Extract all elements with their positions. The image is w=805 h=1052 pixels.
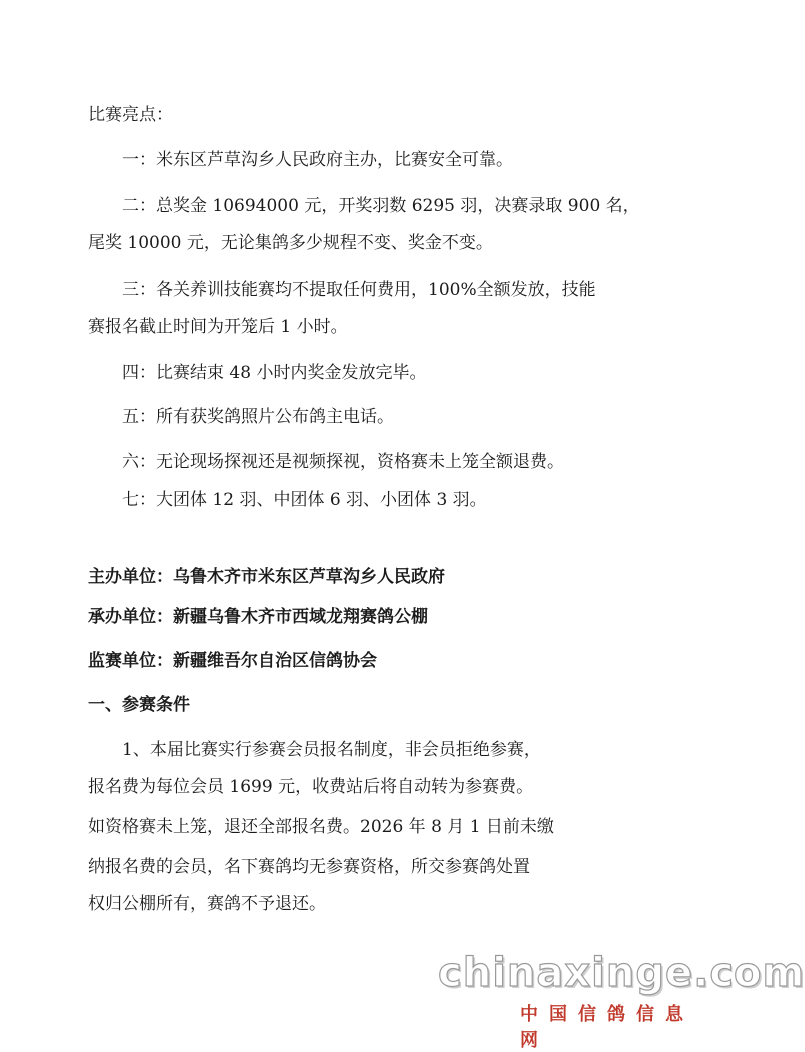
section-line-3: 如资格赛未上笼，退还全部报名费。2026 年 8 月 1 日前未缴: [88, 817, 554, 837]
highlight-item-7: 七：大团体 12 羽、中团体 6 羽、小团体 3 羽。: [122, 490, 487, 510]
highlights-heading: 比赛亮点：: [88, 105, 173, 125]
section-title: 一、参赛条件: [88, 695, 190, 715]
highlight-item-4: 四：比赛结束 48 小时内奖金发放完毕。: [122, 363, 427, 383]
section-line-5: 权归公棚所有，赛鸽不予退还。: [88, 894, 326, 914]
supervisor-unit: 监赛单位：新疆维吾尔自治区信鸽协会: [88, 651, 377, 671]
highlight-item-2-cont: 尾奖 10000 元，无论集鸽多少规程不变、奖金不变。: [88, 233, 493, 253]
section-line-2: 报名费为每位会员 1699 元，收费站后将自动转为参赛费。: [88, 777, 534, 797]
host-unit: 主办单位：乌鲁木齐市米东区芦草沟乡人民政府: [88, 567, 445, 587]
section-line-1: 1、本届比赛实行参赛会员报名制度，非会员拒绝参赛，: [122, 740, 541, 760]
watermark-name: 中国信鸽信息网: [520, 1004, 694, 1051]
highlight-item-3-cont: 赛报名截止时间为开笼后 1 小时。: [88, 317, 348, 337]
highlight-item-1: 一：米东区芦草沟乡人民政府主办，比赛安全可靠。: [122, 150, 513, 170]
highlight-item-6: 六：无论现场探视还是视频探视，资格赛未上笼全额退费。: [122, 452, 564, 472]
organizer-unit: 承办单位：新疆乌鲁木齐市西域龙翔赛鸽公棚: [88, 607, 428, 627]
watermark-site: chinaxinge.com: [438, 950, 805, 996]
highlight-item-2: 二：总奖金 10694000 元，开奖羽数 6295 羽，决赛录取 900 名，: [122, 196, 640, 216]
section-line-4: 纳报名费的会员，名下赛鸽均无参赛资格，所交参赛鸽处置: [88, 857, 530, 877]
highlight-item-5: 五：所有获奖鸽照片公布鸽主电话。: [122, 407, 394, 427]
highlight-item-3: 三：各关养训技能赛均不提取任何费用，100%全额发放，技能: [122, 280, 596, 300]
